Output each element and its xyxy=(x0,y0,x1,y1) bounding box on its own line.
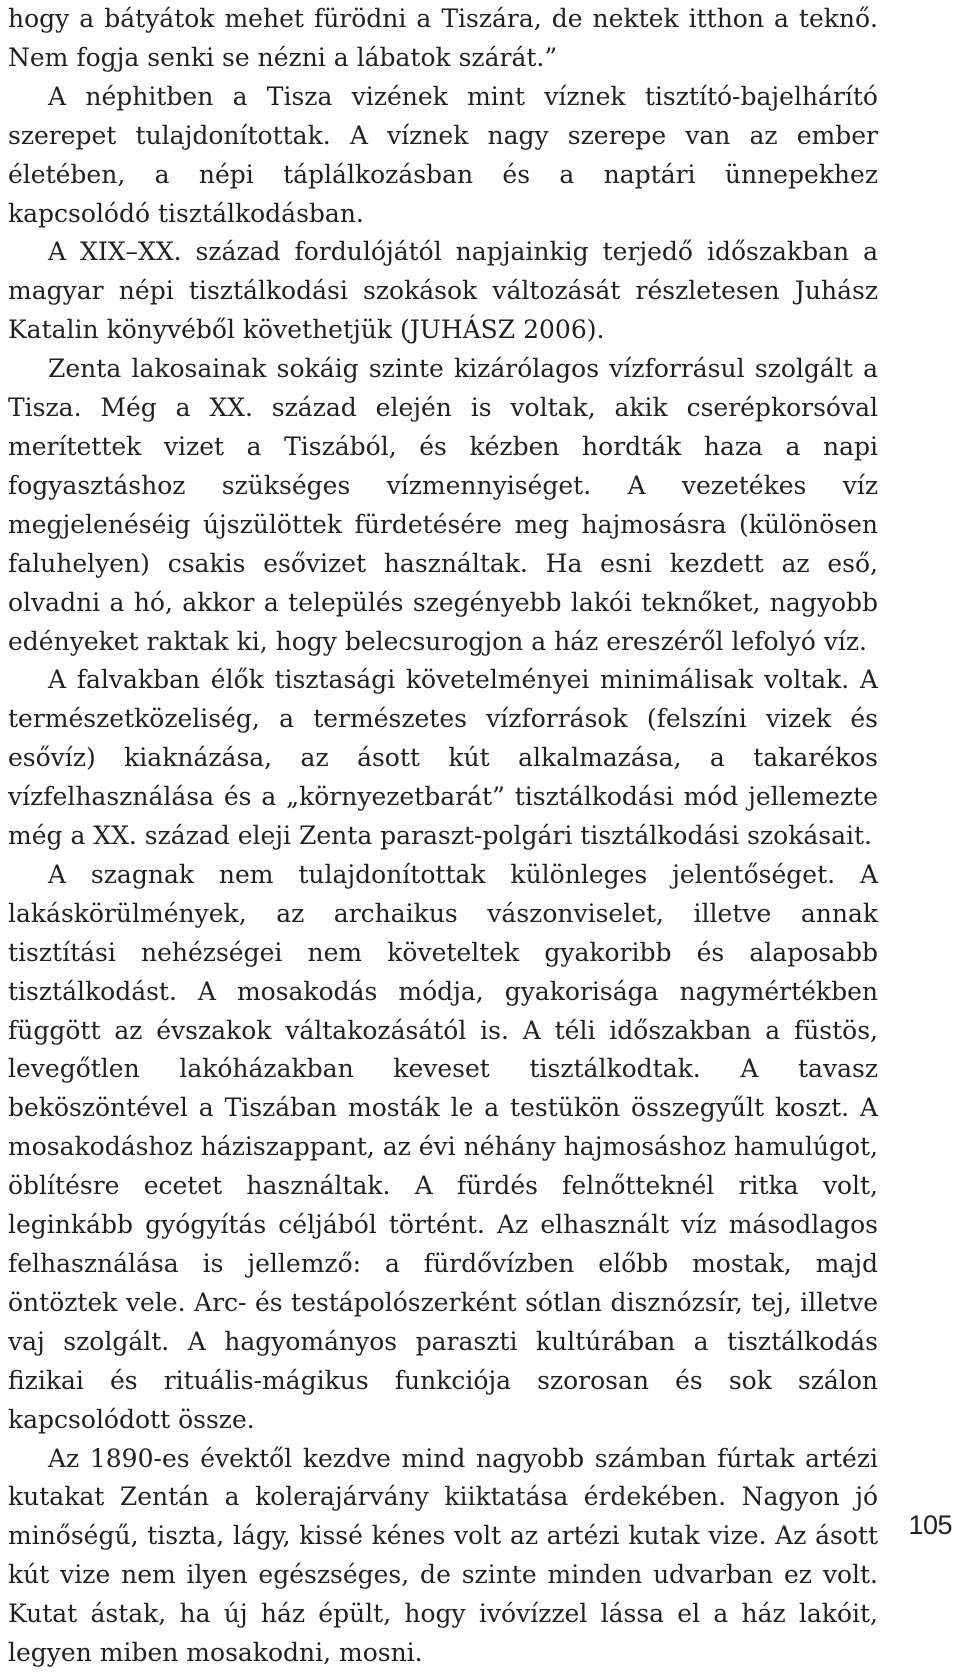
paragraph-4: Zenta lakosainak sokáig szinte kizárólagos vízforrásul szolgált a Tisza. Még a XX. század elején is voltak, akik cserépkorsóval merítettek vizet a Tiszából, és kézben hordták haza a napi fogyasztáshoz szükséges vízmennyiséget. A vezetékes víz megjelenéséig újszülöttek fürdetésére meg hajmosásra (különösen faluhelyen) csakis esővizet használtak. Ha esni kezdett az eső, olvadni a hó, akkor a település szegényebb lakói teknőket, nagyobb edényeket raktak ki, hogy belecsurogjon a ház ereszéről lefolyó víz. xyxy=(8,354,878,656)
paragraph-3: A XIX–XX. század fordulójától napjainkig terjedő időszakban a magyar népi tisztálkodási szokások változását részletesen Juhász Katalin könyvéből követhetjük (JUHÁSZ 2006). xyxy=(8,237,878,345)
paragraph-6: A szagnak nem tulajdonítottak különleges jelentőséget. A lakáskörülmények, az archaikus vászonviselet, illetve annak tisztítási nehézségei nem követeltek gyakoribb és alaposabb tisztálkodást. A mosakodás módja, gyakorisága nagymértékben függött az évszakok váltakozásától is. A téli időszakban a füstös, levegőtlen lakóházakban keveset tisztálkodtak. A tavasz beköszöntével a Tiszában mosták le a testükön összegyűlt koszt. A mosakodáshoz háziszappant, az évi néhány hajmosáshoz hamulúgot, öblítésre ecetet használtak. A fürdés felnőtteknél ritka volt, leginkább gyógyítás céljából történt. Az elhasznált víz másodlagos felhasználása is jellemző: a fürdővízben előbb mostak, majd öntöztek vele. Arc- és testápolószerként sótlan disznózsír, tej, illetve vaj szolgált. A hagyományos paraszti kultúrában a tisztálkodás fizikai és rituális-mágikus funkciója szorosan és sok szálon kapcsolódott össze. xyxy=(8,859,878,1434)
paragraph-1: hogy a bátyátok mehet fürödni a Tiszára, de nektek itthon a teknő. Nem fogja senki se nézni a lábatok szárát.” xyxy=(8,4,878,72)
paragraph-5: A falvakban élők tisztasági követelményei minimálisak voltak. A természetközeliség, a természetes vízforrások (felszíni vizek és esővíz) kiaknázása, az ásott kút alkalmazása, a takarékos vízfelhasználása és a „környezetbarát” tisztálkodási mód jellemezte még a XX. század eleji Zenta paraszt-polgári tisztálkodási szokásait. xyxy=(8,665,878,851)
paragraph-2: A néphitben a Tisza vizének mint víznek tisztító-bajelhárító szerepet tulajdonítottak. A víznek nagy szerepe van az ember életében, a népi táplálkozásban és a naptári ünnepekhez kapcsolódó tisztálkodásban. xyxy=(8,81,878,228)
paragraph-7: Az 1890-es évektől kezdve mind nagyobb számban fúrtak artézi kutakat Zentán a kolerajárvány kiiktatása érdekében. Nagyon jó minőségű, tiszta, lágy, kissé kénes volt az artézi kutak vize. Az ásott kút vize nem ilyen egészséges, de szinte minden udvarban ez volt. Kutat ástak, ha új ház épült, hogy ivóvízzel lássa el a ház lakóit, legyen miben mosakodni, mosni. xyxy=(8,1443,878,1668)
document-body xyxy=(8,0,878,1673)
page-number: 105 xyxy=(908,1510,952,1540)
